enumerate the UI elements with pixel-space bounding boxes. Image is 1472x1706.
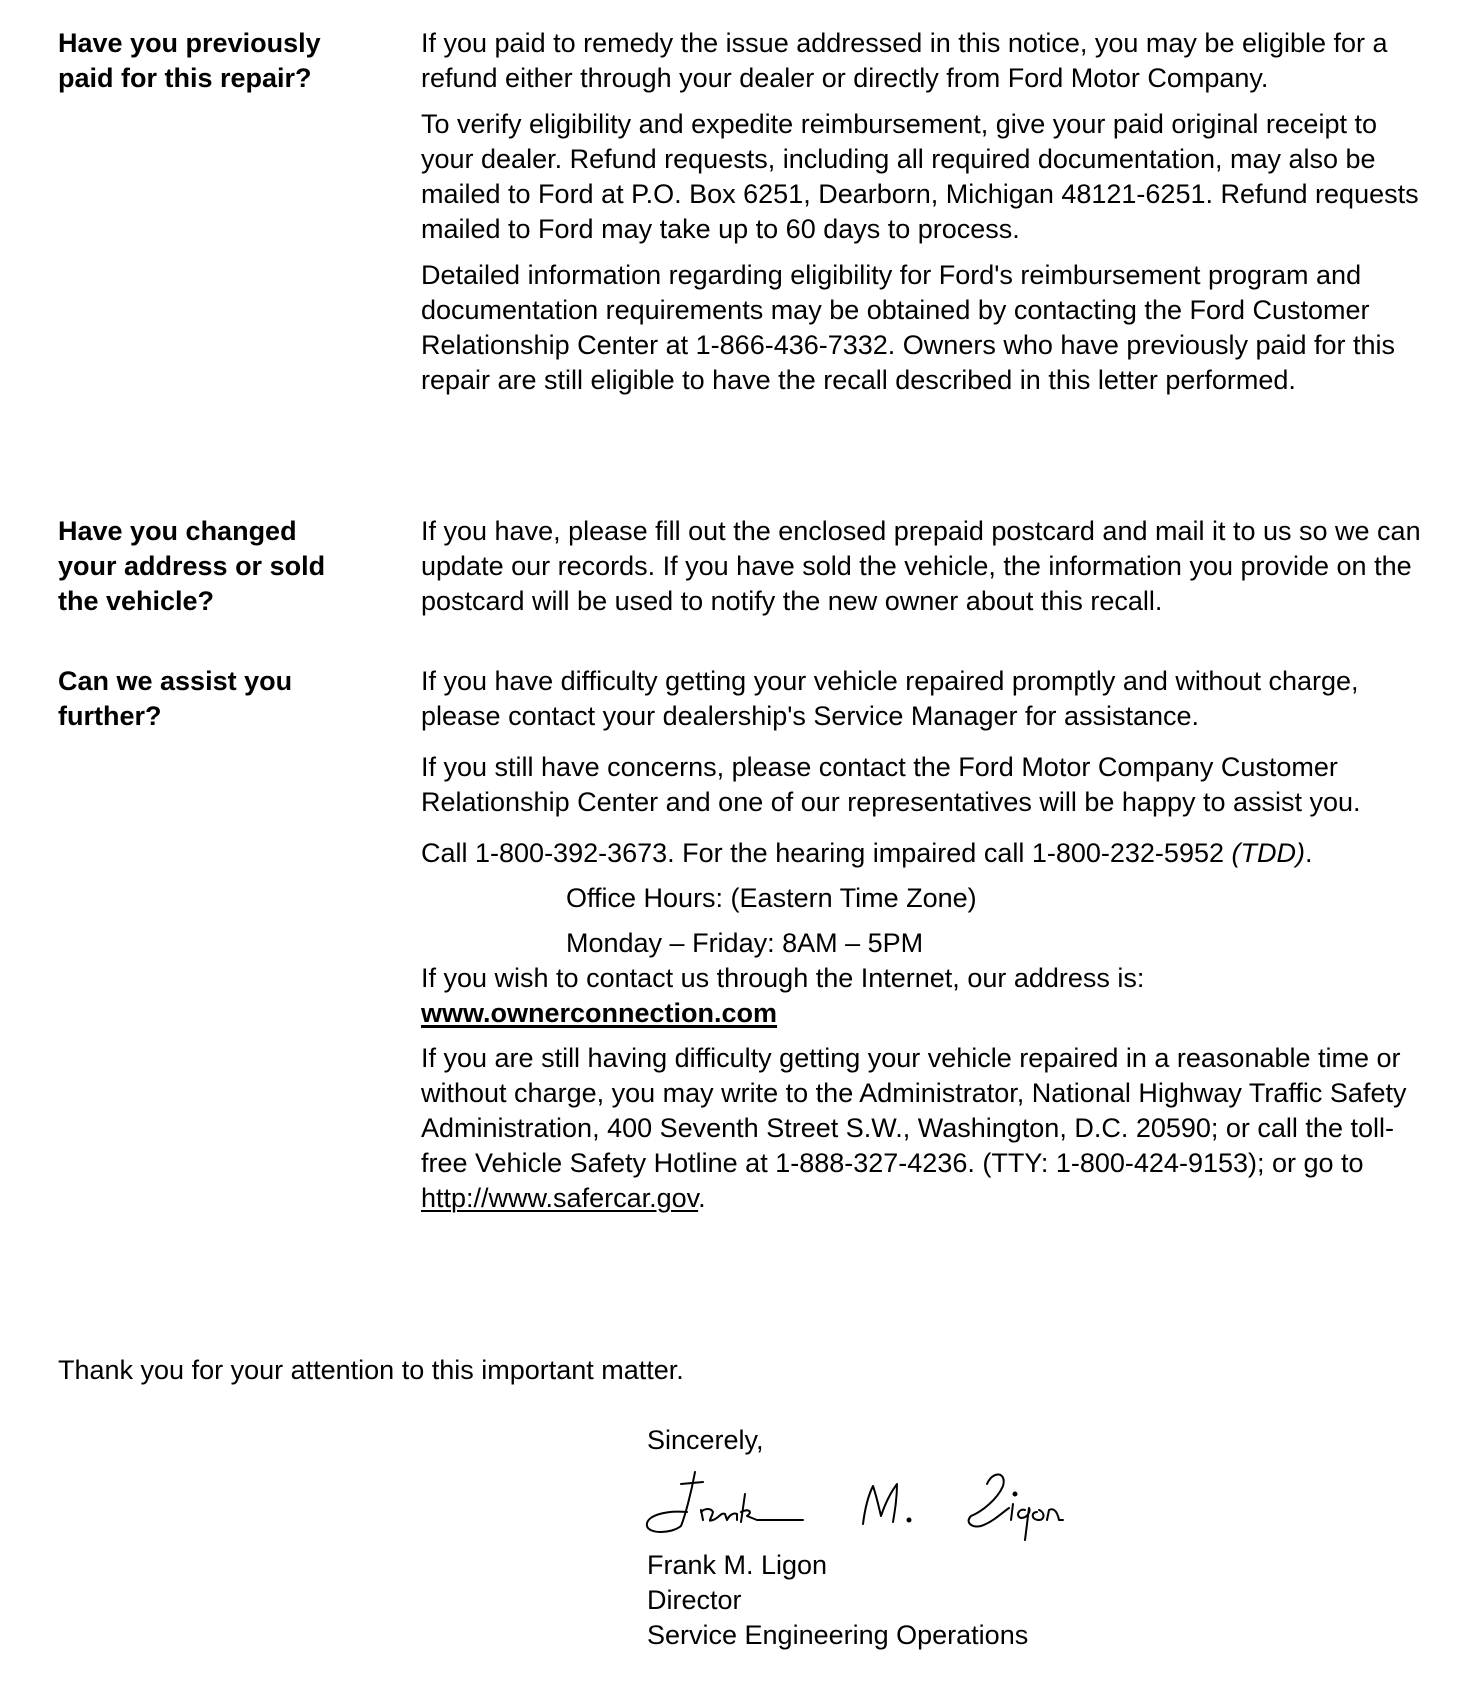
safercar-link[interactable]: http://www.safercar.gov [421,1183,699,1213]
paragraph-nhtsa [421,1041,1431,1216]
question-line: the vehicle? [58,586,215,616]
question-line: further? [58,701,162,731]
salutation: Sincerely, [647,1425,764,1455]
tdd-label: (TDD) [1231,838,1305,868]
closing-sentence: Thank you for your attention to this important matter. [58,1355,684,1385]
answer-changed-address [421,514,1431,630]
office-hours-days: Monday – Friday: 8AM – 5PM [566,928,924,958]
paragraph-detailed-information: Detailed information regarding eligibility for Ford's reimbursement program and documentation requirements may be obtained by contacting the Ford Customer Relationship Center at 1-866-436-7332. Owners who have previously paid for this repair are still eligible to have the recall described in this letter performed. [421,260,1396,395]
signer-title: Director [647,1585,742,1615]
paragraph-still-concerns: If you still have concerns, please contact the Ford Motor Company Customer Relationship Center and one of our representatives will be happy to assist you. [421,752,1361,817]
paragraph-call-numbers [421,836,1431,871]
question-label-changed-address [58,514,388,619]
signature-block [647,1423,1101,1653]
paragraph-verify-eligibility: To verify eligibility and expedite reimbursement, give your paid original receipt to your dealer. Refund requests, including all required documentation, may also be mailed to Ford at P.O. Box 6251, Dearborn, Michigan 48121-6251. Refund requests mailed to Ford may take up to 60 days to process. [421,109,1419,244]
nhtsa-text-end: . [698,1183,706,1213]
answer-previously-paid [421,26,1431,409]
ownerconnection-link[interactable]: www.ownerconnection.com [421,998,778,1028]
signer-name: Frank M. Ligon [647,1550,828,1580]
internet-contact-text: If you wish to contact us through the Internet, our address is: [421,963,1145,993]
office-hours-label: Office Hours: (Eastern Time Zone) [566,883,977,913]
call-text-end: . [1304,838,1313,868]
paragraph-postcard: If you have, please fill out the enclosed prepaid postcard and mail it to us so we can update our records. If you have sold the vehicle, the information you provide on the postcard will be used to notify the new owner about this recall. [421,516,1421,616]
question-label-previously-paid [58,26,388,96]
nhtsa-text: If you are still having difficulty getting your vehicle repaired in a reasonable time or without charge, you may write to the Administrator, National Highway Traffic Safety Administration, 400 Seventh Street S.W., Washington, D.C. 20590; or call the toll-free Vehicle Safety Hotline at 1-888-327-4236. (TTY: 1-800-424-9153); or go to [421,1043,1407,1178]
question-line: Have you changed [58,516,297,546]
internet-link-wrapper [421,996,1431,1031]
signer-department: Service Engineering Operations [647,1620,1029,1650]
question-label-assist-further [58,664,388,734]
question-line: Can we assist you [58,666,293,696]
paragraph-refund-eligibility: If you paid to remedy the issue addressed in this notice, you may be eligible for a refund either through your dealer or directly from Ford Motor Company. [421,28,1388,93]
question-line: Have you previously [58,28,321,58]
answer-assist-further [421,664,1431,1227]
question-line: your address or sold [58,551,326,581]
handwritten-signature-icon [641,1464,1101,1544]
paragraph-dealership-assistance: If you have difficulty getting your vehicle repaired promptly and without charge, please contact your dealership's Service Manager for assistance. [421,666,1359,731]
question-line: paid for this repair? [58,63,312,93]
call-text: Call 1-800-392-3673. For the hearing impaired call 1-800-232-5952 [421,838,1232,868]
